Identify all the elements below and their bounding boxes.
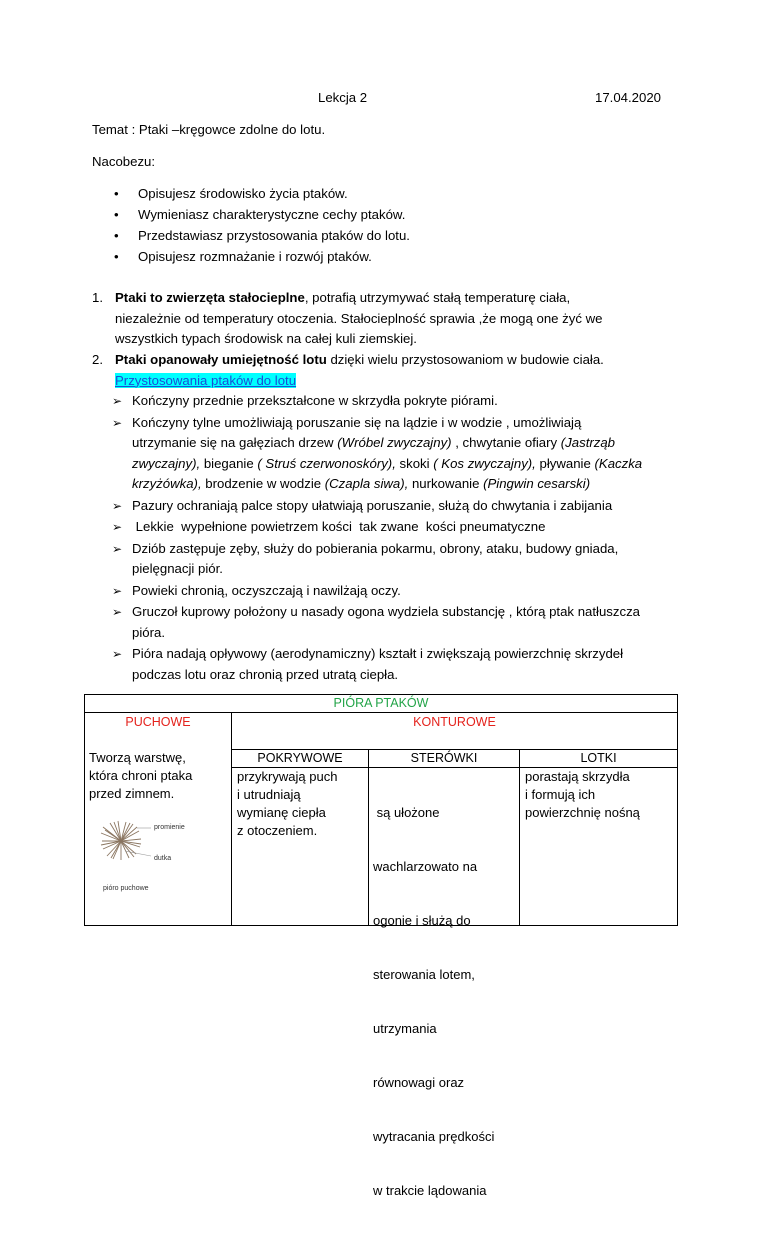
point-number: 2. xyxy=(92,352,103,367)
adaptation-text: Pazury ochraniają palce stopy ułatwiają poruszanie, służą do chwytania i zabijania xyxy=(132,497,613,513)
list-item xyxy=(112,226,410,247)
point-1-rest: , potrafią utrzymywać stałą temperaturę ciała, xyxy=(304,290,571,305)
text-line: i formują ich xyxy=(525,787,596,802)
topic: Temat : Ptaki –kręgowce zdolne do lotu. xyxy=(92,122,326,137)
text-line: która chroni ptaka xyxy=(89,768,193,783)
species-name: ( Kos zwyczajny), xyxy=(433,455,536,471)
adaptation-text: pióra. xyxy=(132,624,165,640)
point-1 xyxy=(115,288,685,350)
nacobezu-label: Nacobezu: xyxy=(92,154,156,169)
adaptation-text: pływanie xyxy=(535,455,595,471)
bullet-icon: • xyxy=(114,186,119,201)
arrow-icon: ➢ xyxy=(112,583,123,598)
point-1-line2: niezależnie od temperatury otoczenia. Stałocieplność sprawia ,że mogą one żyć we xyxy=(115,310,603,326)
adaptation-text: pielęgnacji piór. xyxy=(132,561,223,576)
text-line: w trakcie lądowania xyxy=(373,1183,487,1198)
bullet-icon: • xyxy=(114,228,119,243)
goals-list xyxy=(112,184,410,268)
point-2-rest: dzięki wielu przystosowaniom w budowie ciała. xyxy=(326,352,604,367)
list-item xyxy=(112,496,682,517)
text-line: są ułożone xyxy=(373,805,440,820)
species-name: zwyczajny), xyxy=(132,455,201,471)
col-head-sterowki: STERÓWKI xyxy=(410,751,478,765)
species-name: krzyżówka), xyxy=(132,476,202,491)
category-puchowe: PUCHOWE xyxy=(125,715,191,729)
goal-text: Opisujesz środowisko życia ptaków. xyxy=(138,186,348,201)
adaptation-text: podczas lotu oraz chronią przed utratą ciepła. xyxy=(132,666,399,682)
text-line: utrzymania xyxy=(373,1021,437,1036)
point-1-bold: Ptaki to zwierzęta stałocieplne xyxy=(115,290,305,305)
goal-text: Wymieniasz charakterystyczne cechy ptaków. xyxy=(138,207,406,222)
adaptation-text: Powieki chronią, oczyszczają i nawilżają oczy. xyxy=(132,582,401,598)
puchowe-description xyxy=(89,749,229,803)
table-title: PIÓRA PTAKÓW xyxy=(333,696,429,710)
adaptation-text: skoki xyxy=(395,455,434,471)
text-line: wachlarzowato na xyxy=(373,859,478,874)
list-item xyxy=(112,602,682,643)
species-name: (Jastrząb xyxy=(560,435,616,450)
point-1-line3: wszystkich typach środowisk na całej kuli ziemskiej. xyxy=(115,331,417,346)
goal-text: Opisujesz rozmnażanie i rozwój ptaków. xyxy=(138,249,372,264)
species-name: (Wróbel zwyczajny) xyxy=(337,435,452,450)
adaptation-text: nurkowanie xyxy=(408,476,484,491)
adaptation-text: utrzymanie się na gałęziach drzew xyxy=(132,435,338,450)
arrow-icon: ➢ xyxy=(112,394,123,408)
species-name: (Pingwin cesarski) xyxy=(483,476,591,491)
bullet-icon: • xyxy=(114,249,119,264)
arrow-icon: ➢ xyxy=(112,541,123,556)
pokrywowe-description xyxy=(237,768,367,840)
adaptations-list xyxy=(112,391,682,686)
list-item xyxy=(112,539,682,580)
text-line: i utrudniają xyxy=(237,787,301,802)
sterowki-description xyxy=(373,768,518,1236)
species-name: ( Struś czerwonoskóry), xyxy=(257,455,396,471)
arrow-icon: ➢ xyxy=(112,498,123,513)
species-name: (Czapla siwa), xyxy=(324,476,409,491)
text-line: równowagi oraz xyxy=(373,1075,465,1090)
list-item xyxy=(112,517,682,538)
species-name: (Kaczka xyxy=(594,455,643,471)
arrow-icon: ➢ xyxy=(112,647,123,661)
point-number: 1. xyxy=(92,290,103,305)
lesson-date: 17.04.2020 xyxy=(595,90,662,105)
arrow-icon: ➢ xyxy=(112,520,123,534)
list-item xyxy=(112,247,410,268)
lotki-description xyxy=(525,768,675,822)
text-line: wytracania prędkości xyxy=(373,1129,495,1144)
adaptation-text: Dziób zastępuje zęby, służy do pobierania pokarmu, obrony, ataku, budowy gniada, xyxy=(132,540,619,556)
adaptation-text: bieganie xyxy=(200,455,258,471)
feather-label-top: promienie xyxy=(154,824,185,831)
text-line: ogonie i służą do xyxy=(373,913,471,928)
point-2-bold: Ptaki opanowały umiejętność lotu xyxy=(115,352,327,367)
feather-caption: pióro puchowe xyxy=(103,885,149,892)
text-line: porastają skrzydła xyxy=(525,769,630,784)
list-item xyxy=(112,413,682,495)
arrow-icon: ➢ xyxy=(112,415,123,430)
text-line: wymianę ciepła xyxy=(237,805,326,820)
lesson-label: Lekcja 2 xyxy=(318,90,368,105)
goal-text: Przedstawiasz przystosowania ptaków do lotu. xyxy=(138,228,410,243)
category-konturowe: KONTUROWE xyxy=(413,715,496,729)
adaptations-heading: Przystosowania ptaków do lotu xyxy=(115,372,297,388)
bullet-icon: • xyxy=(114,207,119,222)
adaptation-text: Gruczoł kuprowy położony u nasady ogona wydziela substancję , którą ptak natłuszcza xyxy=(132,604,640,619)
list-item xyxy=(112,644,682,685)
text-line: przed zimnem. xyxy=(89,786,175,801)
text-line: z otoczeniem. xyxy=(237,823,318,838)
text-line: przykrywają puch xyxy=(237,769,338,784)
arrow-icon: ➢ xyxy=(112,605,123,619)
list-item xyxy=(112,184,410,205)
list-item xyxy=(112,581,682,602)
text-line: powierzchnię nośną xyxy=(525,805,640,820)
adaptation-text: brodzenie w wodzie xyxy=(201,476,325,491)
feather-label-mid: dutka xyxy=(154,855,172,862)
adaptation-text: Pióra nadają opływowy (aerodynamiczny) kształt i zwiększają powierzchnię skrzydeł xyxy=(132,646,624,661)
text-line: Tworzą warstwę, xyxy=(89,750,186,765)
adaptation-text: Lekkie wypełnione powietrzem kości tak zwane kości pneumatyczne xyxy=(132,519,546,534)
text-line: sterowania lotem, xyxy=(373,967,475,982)
adaptation-text: Kończyny przednie przekształcone w skrzydła pokryte piórami. xyxy=(132,393,498,408)
adaptation-text: Kończyny tylne umożliwiają poruszanie się na lądzie i w wodzie , umożliwiają xyxy=(132,414,582,430)
list-item xyxy=(112,391,682,412)
point-2 xyxy=(115,350,685,391)
col-head-pokrywowe: POKRYWOWE xyxy=(257,751,343,765)
adaptation-text: , chwytanie ofiary xyxy=(451,435,561,450)
feathers-table xyxy=(84,694,678,1198)
list-item xyxy=(112,205,410,226)
col-head-lotki: LOTKI xyxy=(580,751,617,765)
